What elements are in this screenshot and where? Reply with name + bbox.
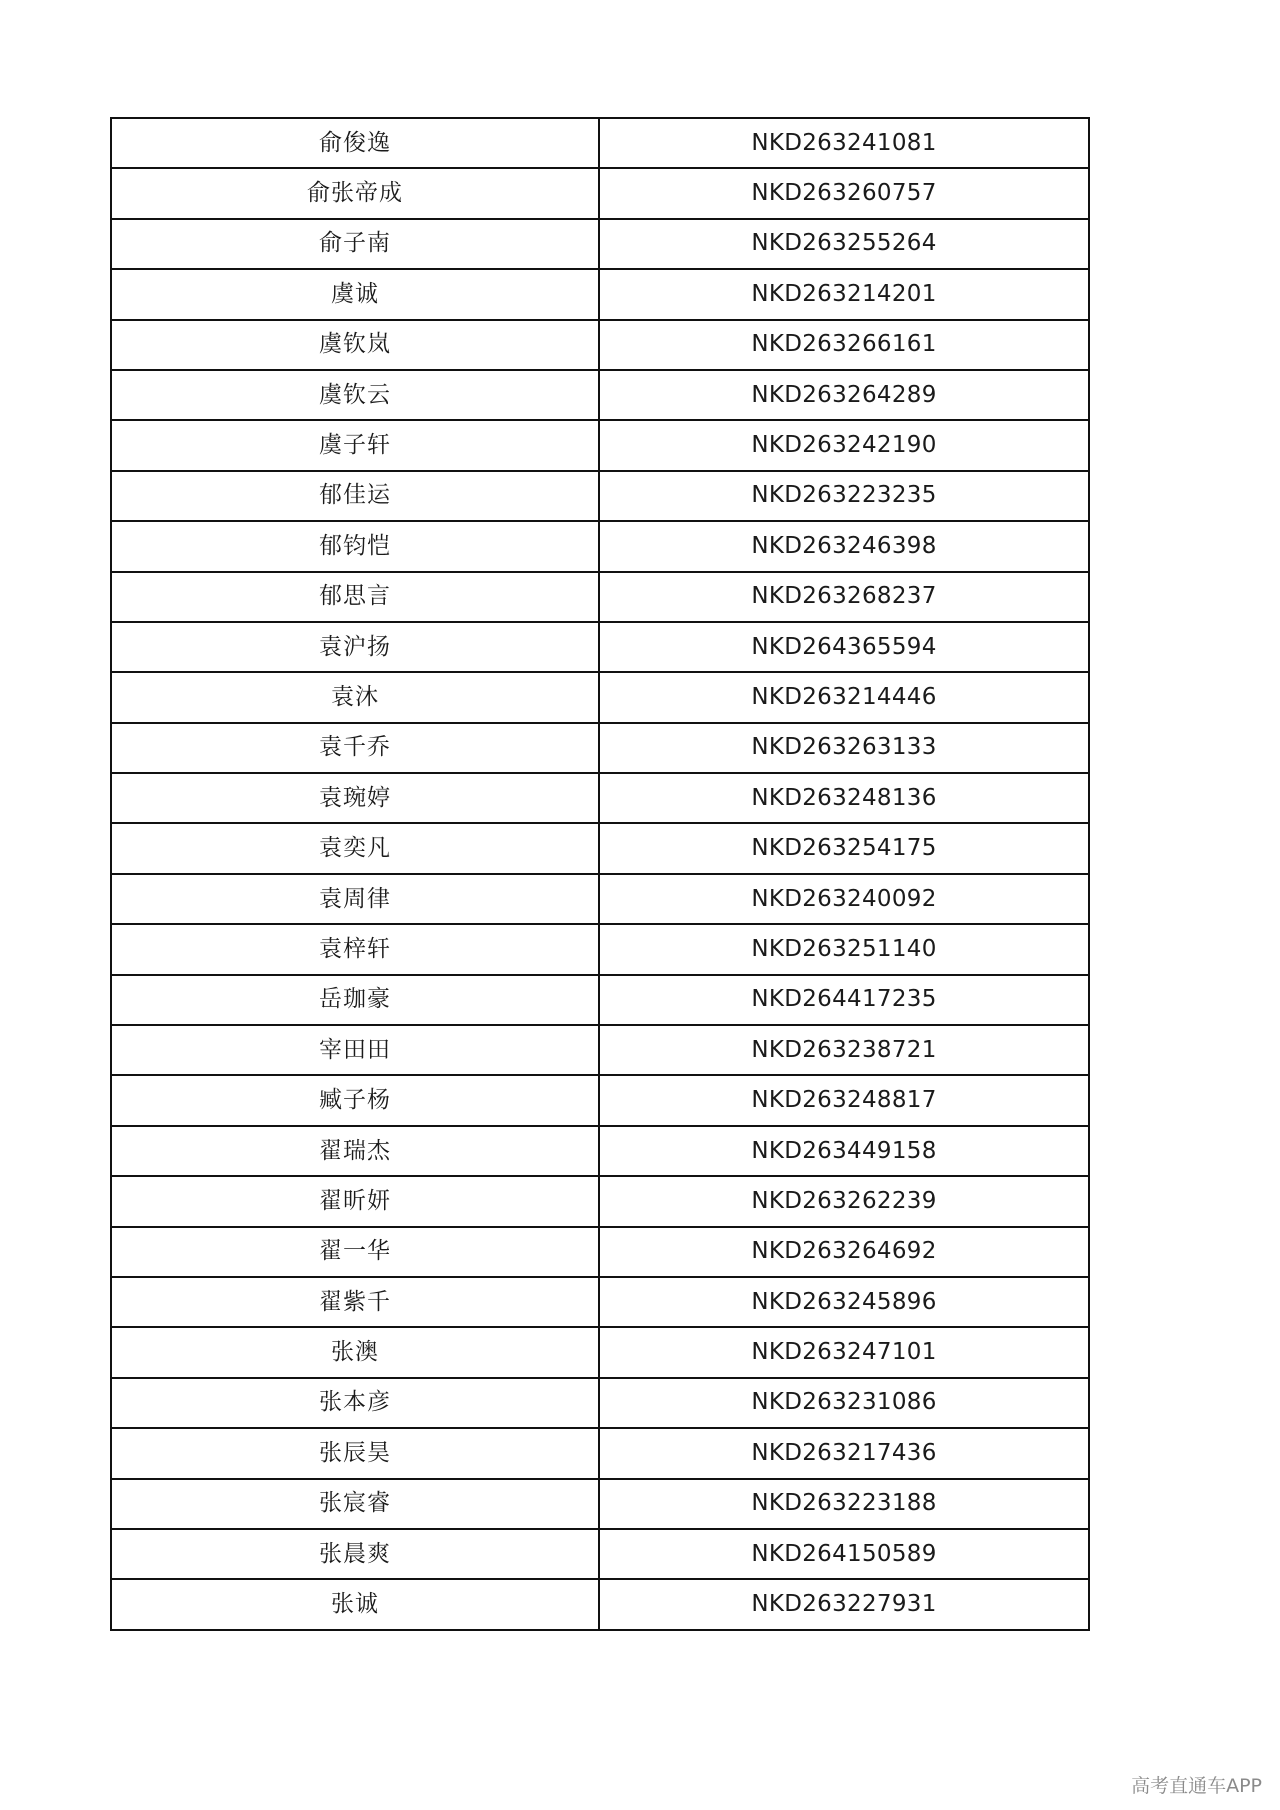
student-name-cell: 袁周律 [111,874,599,924]
table-row [111,975,1089,1025]
registration-id-cell: NKD263449158 [599,1126,1089,1176]
registration-id-cell: NKD263262239 [599,1176,1089,1226]
table-row [111,269,1089,319]
registration-id-cell: NKD263214446 [599,672,1089,722]
registration-id-cell: NKD263214201 [599,269,1089,319]
student-name-cell: 郁思言 [111,572,599,622]
registration-id-cell: NKD263238721 [599,1025,1089,1075]
registration-id-cell: NKD264150589 [599,1529,1089,1579]
table-row [111,1075,1089,1125]
table-row [111,471,1089,521]
student-name-cell: 郁佳运 [111,471,599,521]
table-row [111,1479,1089,1529]
student-name-cell: 袁千乔 [111,723,599,773]
table-row [111,1025,1089,1075]
table-row [111,1176,1089,1226]
student-name-cell: 俞子南 [111,219,599,269]
student-name-cell: 虞诚 [111,269,599,319]
table-row [111,773,1089,823]
student-name-cell: 张澳 [111,1327,599,1377]
table-row [111,823,1089,873]
registration-id-cell: NKD263227931 [599,1579,1089,1629]
registration-id-cell: NKD263223235 [599,471,1089,521]
student-name-cell: 俞俊逸 [111,118,599,168]
registration-id-cell: NKD263248817 [599,1075,1089,1125]
student-name-cell: 翟瑞杰 [111,1126,599,1176]
registration-id-cell: NKD263266161 [599,320,1089,370]
table-row [111,1227,1089,1277]
table-row [111,521,1089,571]
registration-id-cell: NKD263264692 [599,1227,1089,1277]
registration-id-cell: NKD263254175 [599,823,1089,873]
registration-id-cell: NKD263251140 [599,924,1089,974]
table-row [111,622,1089,672]
table-row [111,572,1089,622]
registration-id-cell: NKD263231086 [599,1378,1089,1428]
student-name-cell: 张诚 [111,1579,599,1629]
registration-id-cell: NKD263245896 [599,1277,1089,1327]
roster-table-body [111,118,1089,1630]
registration-id-cell: NKD263268237 [599,572,1089,622]
student-name-cell: 张本彦 [111,1378,599,1428]
student-name-cell: 虞钦岚 [111,320,599,370]
student-name-cell: 张晨爽 [111,1529,599,1579]
student-name-cell: 张宸睿 [111,1479,599,1529]
registration-id-cell: NKD263246398 [599,521,1089,571]
student-name-cell: 郁钧恺 [111,521,599,571]
student-name-cell: 俞张帝成 [111,168,599,218]
student-name-cell: 臧子杨 [111,1075,599,1125]
student-name-cell: 袁沐 [111,672,599,722]
table-row [111,1529,1089,1579]
registration-id-cell: NKD263260757 [599,168,1089,218]
student-name-cell: 虞钦云 [111,370,599,420]
table-row [111,1327,1089,1377]
table-row [111,420,1089,470]
registration-id-cell: NKD264365594 [599,622,1089,672]
table-row [111,723,1089,773]
student-name-cell: 翟紫千 [111,1277,599,1327]
student-name-cell: 岳珈豪 [111,975,599,1025]
student-name-cell: 袁梓轩 [111,924,599,974]
table-row [111,874,1089,924]
registration-id-cell: NKD263240092 [599,874,1089,924]
table-row [111,370,1089,420]
student-name-cell: 袁沪扬 [111,622,599,672]
registration-id-cell: NKD264417235 [599,975,1089,1025]
table-row [111,118,1089,168]
registration-id-cell: NKD263242190 [599,420,1089,470]
table-row [111,924,1089,974]
registration-id-cell: NKD263217436 [599,1428,1089,1478]
registration-id-cell: NKD263241081 [599,118,1089,168]
student-name-cell: 宰田田 [111,1025,599,1075]
registration-id-cell: NKD263255264 [599,219,1089,269]
student-name-cell: 翟一华 [111,1227,599,1277]
student-name-cell: 袁琬婷 [111,773,599,823]
registration-id-cell: NKD263264289 [599,370,1089,420]
table-row [111,672,1089,722]
table-row [111,1277,1089,1327]
student-roster-table [110,117,1090,1631]
table-row [111,320,1089,370]
table-row [111,1428,1089,1478]
registration-id-cell: NKD263247101 [599,1327,1089,1377]
student-name-cell: 张辰昊 [111,1428,599,1478]
student-name-cell: 袁奕凡 [111,823,599,873]
registration-id-cell: NKD263223188 [599,1479,1089,1529]
table-row [111,1579,1089,1629]
table-row [111,168,1089,218]
student-name-cell: 虞子轩 [111,420,599,470]
registration-id-cell: NKD263263133 [599,723,1089,773]
table-row [111,1378,1089,1428]
registration-id-cell: NKD263248136 [599,773,1089,823]
table-row [111,219,1089,269]
watermark-text: 高考直通车APP [1131,1775,1262,1797]
table-row [111,1126,1089,1176]
student-name-cell: 翟昕妍 [111,1176,599,1226]
